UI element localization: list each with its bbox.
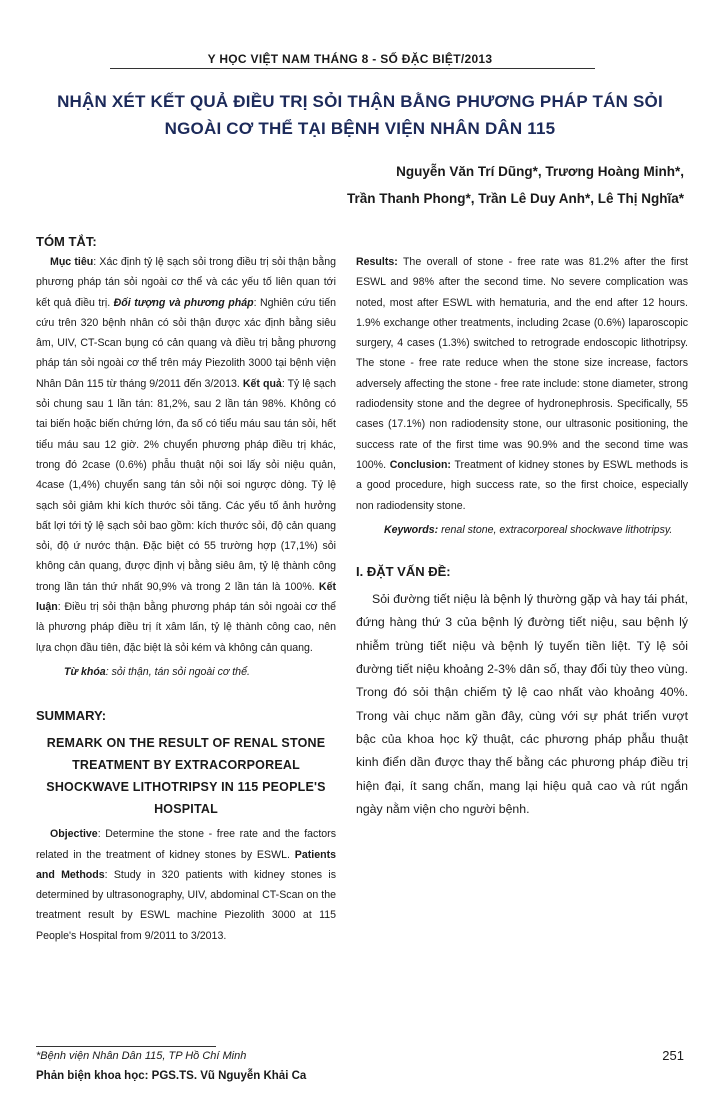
methods-label-en: Patients and Methods [36,848,336,881]
conclusion-label-vi: Kết luận [36,580,336,614]
objective-label-en: Objective [50,828,98,841]
methods-label-vi: Đối tượng và phương pháp [113,296,254,309]
article-title [40,88,680,142]
header-rule [110,68,595,69]
english-title-line-4: HOSPITAL [154,802,218,817]
authors-line-2: Trần Thanh Phong*, Trần Lê Duy Anh*, Lê Thị Nghĩa* [346,191,684,206]
title-line-1: NHẬN XÉT KẾT QUẢ ĐIỀU TRỊ SỎI THẬN BẰNG PHƯƠNG PHÁP TÁN SỎI [57,92,663,111]
conclusion-text-en: Treatment of kidney stones by ESWL methods is a good procedure, high success rate, so the first choice, especially non radiodensity stone. [356,458,689,512]
affiliation-footnote: *Bệnh viện Nhân Dân 115, TP Hồ Chí Minh [36,1050,247,1062]
conclusion-label-en: Conclusion: [389,458,451,471]
running-header: Y HỌC VIỆT NAM THÁNG 8 - SỐ ĐẶC BIỆT/2013 [207,52,493,66]
author-list [164,158,684,212]
conclusion-text-vi: : Điều trị sỏi thận bằng phương pháp tán sỏi ngoài cơ thể là phương pháp điều trị ít xâm lấn, tỷ lệ thành công cao, nên lựa chọn đầu tiên, đặc biệt là sỏi kém và không cản quang. [36,601,336,654]
results-label-en: Results: [356,256,398,268]
objective-label-vi: Mục tiêu [50,256,94,268]
left-column [36,232,336,946]
abstract-vi-heading: TÓM TẮT: [36,234,97,249]
authors-line-1: Nguyễn Văn Trí Dũng*, Trương Hoàng Minh*, [396,164,684,179]
summary-heading: SUMMARY: [36,708,107,724]
abstract-vi-body [36,252,336,658]
results-label-vi: Kết quả [242,377,282,390]
results-text-vi: : Tỷ lệ sạch sỏi chung sau 1 lần tán: 81,2%, sau 2 lần tán 98%. Không có tai biến hoặc biến chứng lớn, đa số có tiểu máu sau tán sỏi, hết tiểu máu sau 12 giờ. 2% chuyển phương pháp điều trị khác, trong đó 2case (0.6%) phẫu thuật nội soi lấy sỏi niệu quản, 4case (1,4%) chuyển sang tán sỏi nội soi ngược dòng. Tỷ lệ sạch sỏi giảm khi kích thước sỏi tăng. Các yếu tố ảnh hưởng bất lợi tới tỷ lệ sạch sỏi bao gồm: kích thước sỏi, độ cản quang sỏi, độ ứ nước thận. Đặc biệt có 55 trường hợp (17,1%) sỏi không cản quang, được định vị bằng siêu âm, tỷ lệ thành công trong lần tán thứ nhất 90,9% và trong 2 lần tán là 100%. [36,377,336,593]
keywords-text-vi: : sỏi thận, tán sỏi ngoài cơ thể. [105,665,250,678]
title-line-2: NGOÀI CƠ THỂ TẠI BỆNH VIỆN NHÂN DÂN 115 [164,119,556,138]
introduction-text: Sỏi đường tiết niệu là bệnh lý thường gặp và hay tái phát, đứng hàng thứ 3 của bệnh lý đường tiết niệu, sau bệnh lý nhiễm trùng tiết niệu và bệnh lý tuyến tiền liệt. Tỷ lệ sỏi đường tiết niệu khoảng 2-3% dân số, thay đổi tùy theo vùng. Trong đó sỏi thận chiếm tỷ lệ cao nhất vào khoảng 40%. Trong vài chục năm gần đây, cùng với sự phát triển vượt bậc của khoa học kỹ thuật, các phương pháp phẫu thuật kinh điển dần được thay thế bằng các phương pháp điều trị hiện đại, ít sang chấn, mang lại hiệu quả cao và rút ngắn ngày nằm viện cho người bệnh. [356,592,688,816]
keywords-vi [36,662,336,682]
keywords-en [356,520,688,540]
footnote-rule [36,1046,216,1047]
english-title-line-2: TREATMENT BY EXTRACORPOREAL [72,758,300,773]
abstract-en-body-part2 [356,252,688,516]
page-number: 251 [662,1048,684,1063]
keywords-text-en: renal stone, extracorporeal shockwave lithotripsy. [438,523,673,536]
objective-text-en: : Determine the stone - free rate and the factors related in the treatment of kidney stones by ESWL. [36,828,336,861]
objective-text-vi: : Xác định tỷ lệ sạch sỏi trong điều trị sỏi thận bằng phương pháp tán sỏi ngoài cơ thể và các yếu tố liên quan tới kết quả điều trị. [36,256,336,309]
reviewer-footnote: Phản biện khoa học: PGS.TS. Vũ Nguyễn Khải Ca [36,1070,307,1082]
english-title [36,732,336,820]
methods-text-en: : Study in 320 patients with kidney stones is determined by ultrasonography, UIV, abdominal CT-Scan on the treatment result by ESWL machine Piezolith 3000 at 115 People's Hospital from 9/2011 to 3/2013. [36,868,336,942]
methods-text-vi: : Nghiên cứu tiến cứu trên 320 bệnh nhân có sỏi thận được xác định bằng siêu âm, UIV, CT-Scan bụng có cản quang và điều trị bằng phương pháp tán sỏi ngoài cơ thể trên máy Piezolith 3000 tại bệnh viện Nhân Dân 115 từ tháng 9/2011 đến 3/2013. [36,296,336,390]
abstract-en-body-part1 [36,824,336,946]
introduction-heading: I. ĐẶT VẤN ĐỀ: [356,564,451,580]
english-title-line-3: SHOCKWAVE LITHOTRIPSY IN 115 PEOPLE'S [46,780,326,795]
english-title-line-1: REMARK ON THE RESULT OF RENAL STONE [46,736,326,751]
keywords-label-en: Keywords: [384,523,439,536]
right-column [356,252,688,821]
results-text-en: The overall of stone - free rate was 81.2% after the first ESWL and 98% after the second time. No severe complication was noted, most after ESWL with hematuria, and the end after 12 hours. 1.9% exchange other treatments, including 2case (0.6%) laparoscopic surgery, 4 cases (1.3%) switched to retrograde endoscopic lithotripsy. The stone - free rate reduce when the stone size increase, factors adversely affecting the stone - free rate include: stone diameter, strong radiodensity stone and the degree of hydronephrosis. Specifically, 55 cases (17.1%) non radiodensity stone, our ultrasonic positioning, the success rate of the first time was 90.9% and the second time was 100%. [356,256,688,471]
keywords-label-vi: Từ khóa [64,665,106,678]
